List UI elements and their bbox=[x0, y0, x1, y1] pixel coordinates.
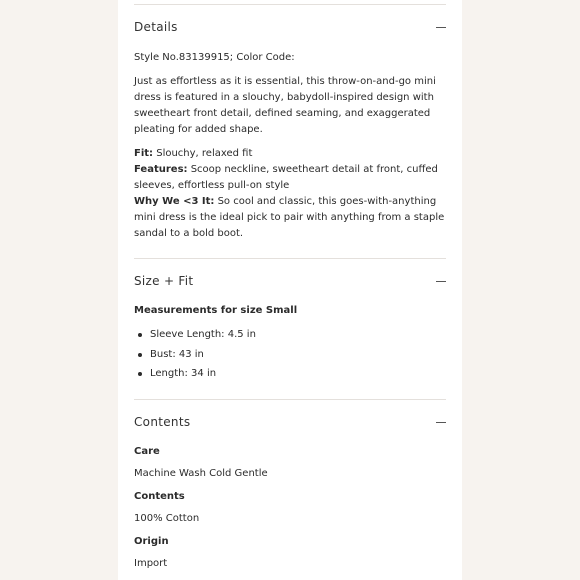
origin-label: Origin bbox=[134, 536, 169, 547]
features-line bbox=[134, 162, 446, 194]
contents-collapse-icon[interactable] bbox=[436, 422, 446, 423]
contents-label: Contents bbox=[134, 491, 185, 502]
features-value: Scoop neckline, sweetheart detail at front, cuffed sleeves, effortless pull-on style bbox=[134, 164, 438, 191]
contents-value: 100% Cotton bbox=[134, 513, 200, 524]
care-value: Machine Wash Cold Gentle bbox=[134, 468, 268, 479]
list-item: Sleeve Length: 4.5 in bbox=[134, 327, 256, 347]
bullet-dot bbox=[138, 353, 142, 357]
why-label: Why We <3 It: bbox=[134, 196, 215, 207]
details-section-title[interactable]: Details bbox=[134, 20, 178, 34]
fit-value: Slouchy, relaxed fit bbox=[153, 148, 253, 159]
style-number: Style No.83139915; Color Code: bbox=[134, 52, 295, 63]
product-info-panel bbox=[118, 0, 462, 580]
top-divider bbox=[134, 4, 446, 5]
contents-section-title[interactable]: Contents bbox=[134, 415, 191, 429]
measurements-list bbox=[134, 327, 256, 386]
product-description: Just as effortless as it is essential, this throw-on-and-go mini dress is featured in a slouchy, babydoll-inspired design with sweetheart front detail, defined seaming, and exaggerated pleating for added shape. bbox=[134, 76, 436, 135]
size-fit-collapse-icon[interactable] bbox=[436, 281, 446, 282]
details-collapse-icon[interactable] bbox=[436, 27, 446, 28]
bullet-dot bbox=[138, 333, 142, 337]
size-fit-section-title[interactable]: Size + Fit bbox=[134, 274, 194, 288]
why-line bbox=[134, 194, 446, 242]
measurements-heading: Measurements for size Small bbox=[134, 305, 298, 316]
why-value: So cool and classic, this goes-with-anything mini dress is the ideal pick to pair with anything from a staple sandal to a bold boot. bbox=[134, 196, 445, 239]
care-label: Care bbox=[134, 446, 160, 457]
bullet-dot bbox=[138, 372, 142, 376]
list-item: Length: 34 in bbox=[134, 366, 256, 386]
origin-value: Import bbox=[134, 558, 168, 569]
size-fit-divider bbox=[134, 399, 446, 400]
features-label: Features: bbox=[134, 164, 188, 175]
fit-label: Fit: bbox=[134, 148, 154, 159]
details-divider bbox=[134, 258, 446, 259]
fit-line bbox=[134, 146, 446, 162]
list-item: Bust: 43 in bbox=[134, 347, 256, 367]
